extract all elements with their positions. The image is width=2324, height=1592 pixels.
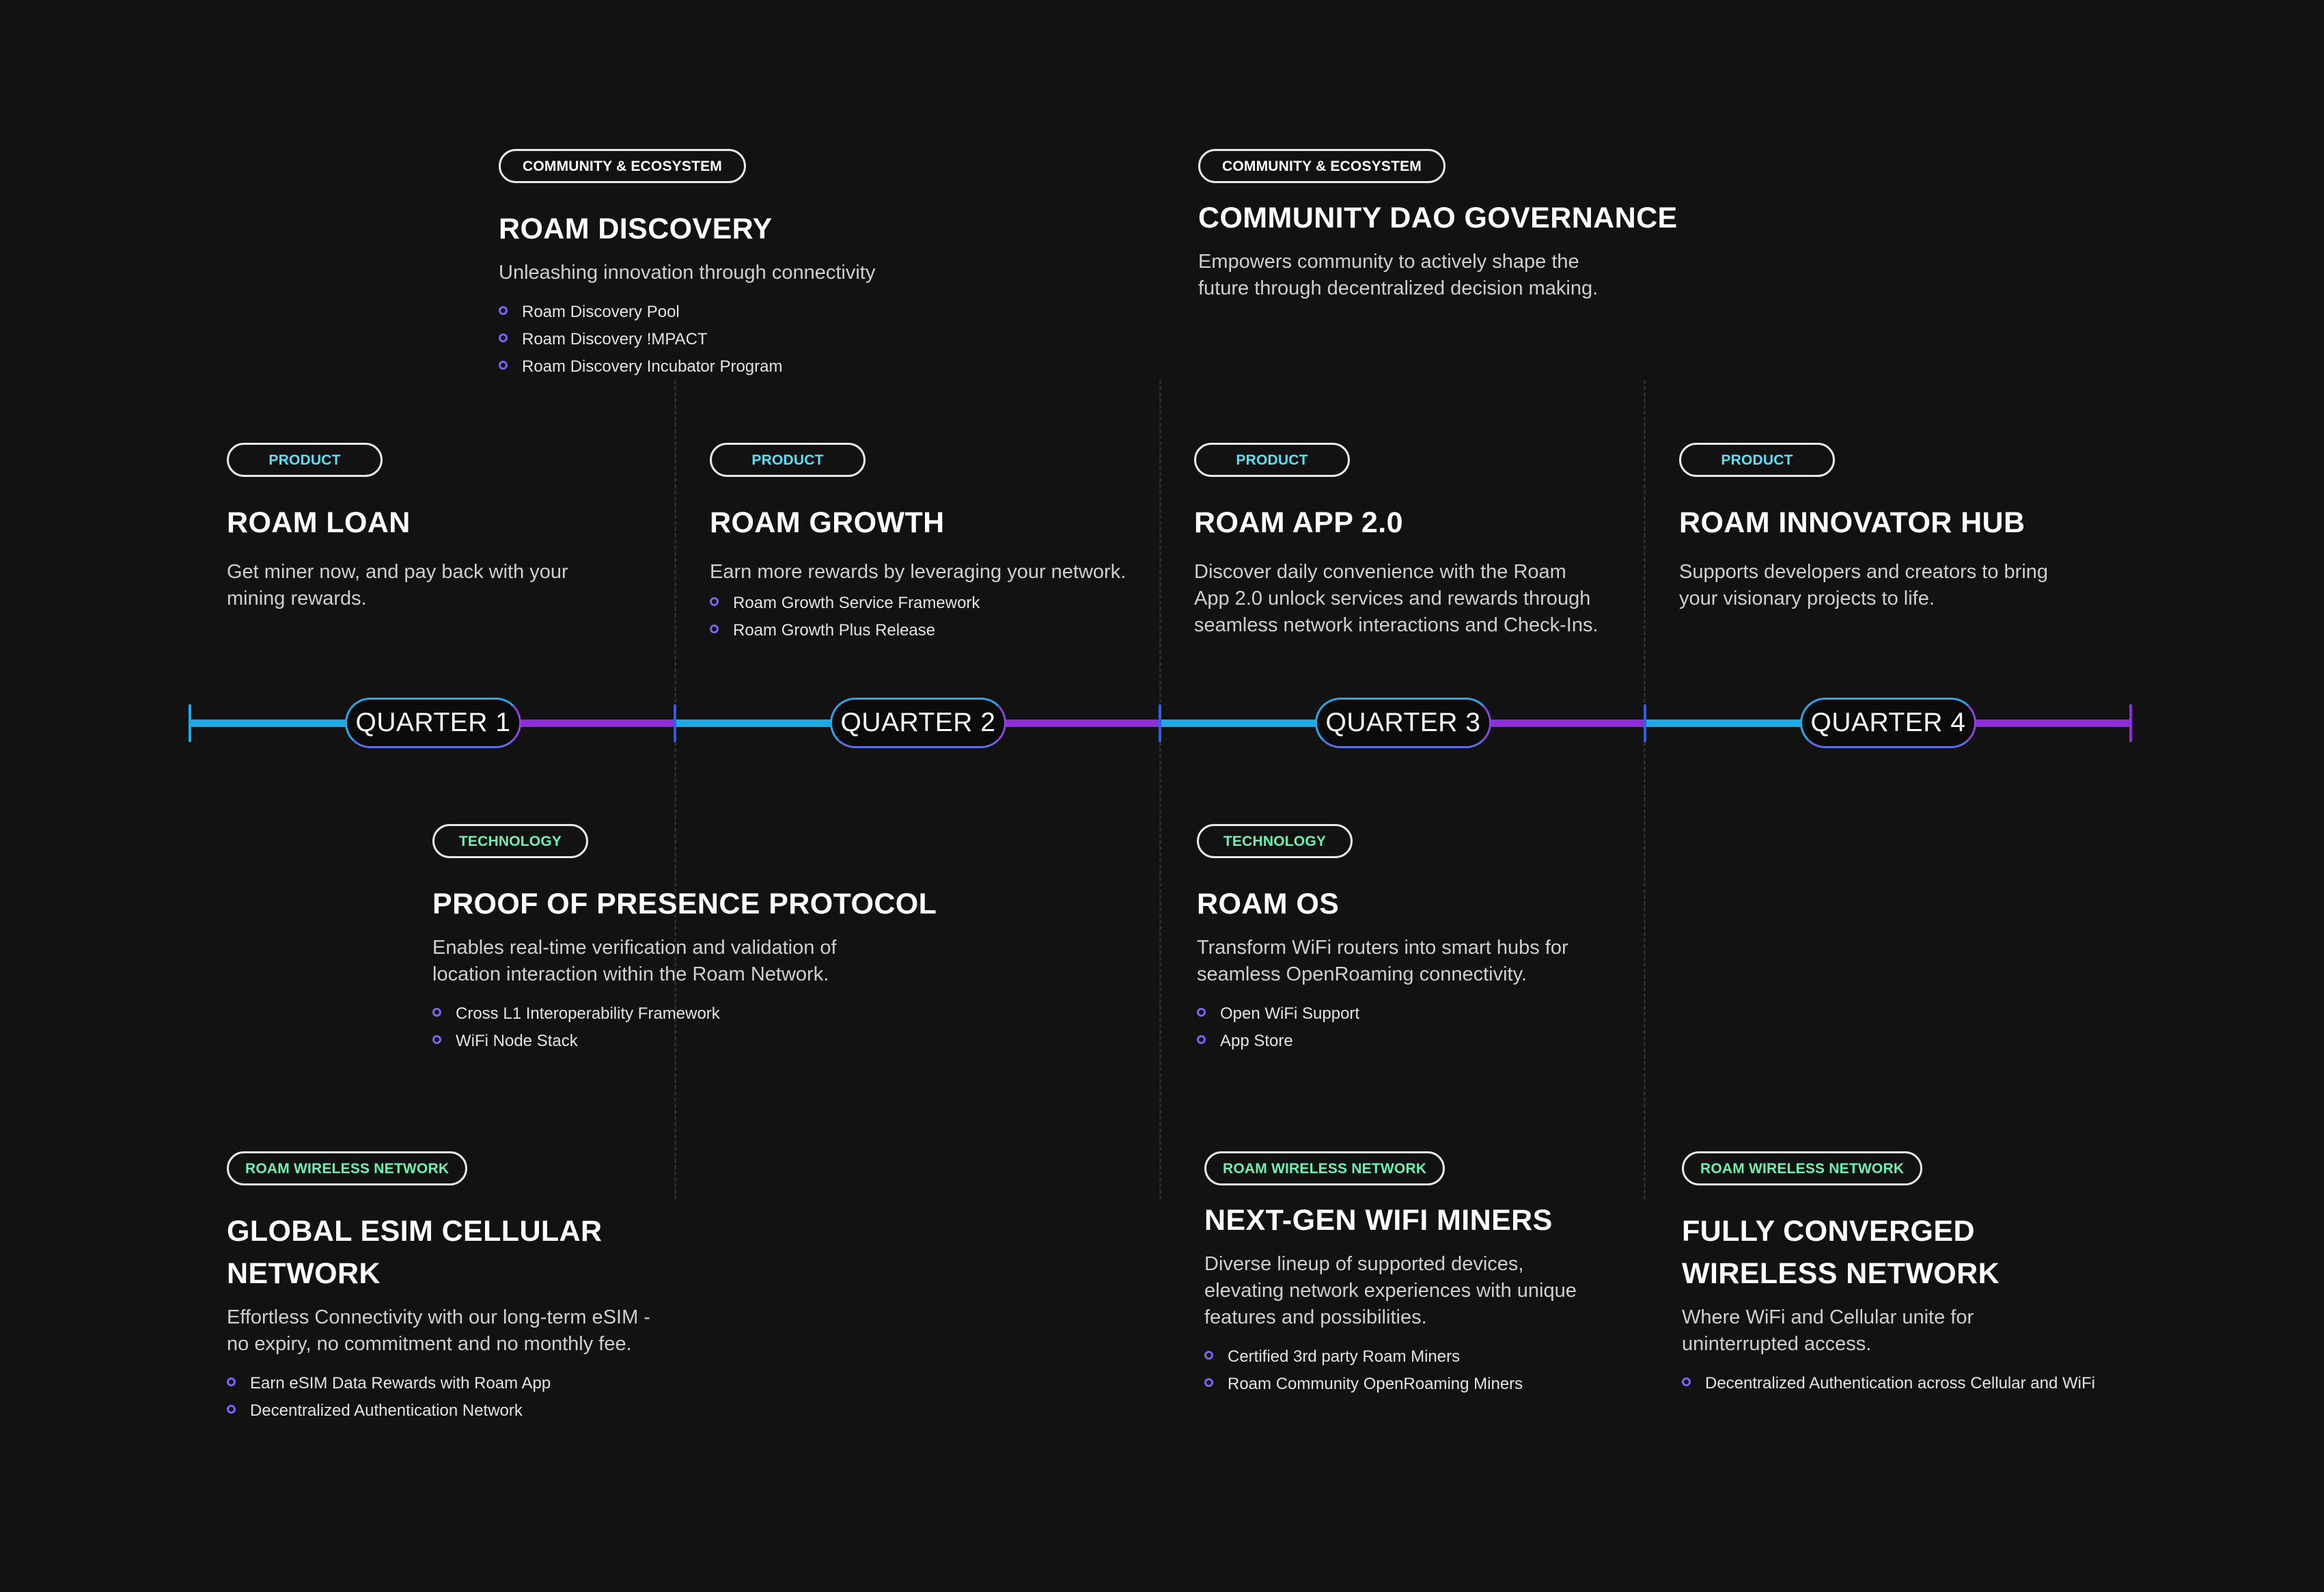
card-nextgen-wifi-miners (1204, 1151, 1669, 1398)
feature-list (1197, 1000, 1661, 1055)
card-roam-os (1197, 824, 1661, 1055)
list-item: Earn eSIM Data Rewards with Roam App (227, 1370, 678, 1397)
list-item: Roam Discovery !MPACT (499, 326, 963, 353)
axis-tick (2129, 704, 2132, 742)
card-description: Discover daily convenience with the Roam App 2.0 unlock services and rewards through seamless network interactions and Check-Ins. (1194, 561, 1599, 636)
category-tag: PRODUCT (1194, 443, 1350, 477)
list-item: WiFi Node Stack (432, 1028, 952, 1055)
card-fully-converged (1682, 1151, 2174, 1397)
card-title: ROAM OS (1197, 888, 1340, 920)
list-item: App Store (1197, 1028, 1661, 1055)
card-roam-growth (710, 443, 1174, 644)
quarter-1-marker: QUARTER 1 (345, 698, 521, 748)
list-item: Roam Growth Service Framework (710, 590, 1174, 617)
axis-tick (1159, 704, 1161, 742)
card-description: Earn more rewards by leveraging your network. (710, 561, 1126, 583)
card-description: Enables real-time verification and validation of location interaction within the Roam Network. (432, 937, 837, 985)
feature-list (1682, 1370, 2174, 1397)
card-title: ROAM LOAN (227, 506, 411, 539)
category-tag: TECHNOLOGY (1197, 824, 1353, 858)
card-title: GLOBAL ESIM CELLULAR NETWORK (227, 1215, 603, 1290)
list-item: Decentralized Authentication Network (227, 1397, 678, 1425)
category-tag: TECHNOLOGY (432, 824, 588, 858)
card-description: Effortless Connectivity with our long-term eSIM - no expiry, no commitment and no monthly fee. (227, 1306, 650, 1355)
quarter-3-marker: QUARTER 3 (1315, 698, 1491, 748)
category-tag: PRODUCT (1679, 443, 1835, 477)
card-title: ROAM APP 2.0 (1194, 506, 1403, 539)
card-title: ROAM DISCOVERY (499, 212, 773, 245)
feature-list (432, 1000, 952, 1055)
card-proof-of-presence (432, 824, 952, 1055)
list-item: Roam Community OpenRoaming Miners (1204, 1371, 1669, 1398)
quarter-4-marker: QUARTER 4 (1800, 698, 1976, 748)
axis-tick (1644, 704, 1646, 742)
axis-tick (189, 704, 191, 742)
card-roam-app (1194, 443, 1659, 639)
feature-list (1204, 1343, 1669, 1398)
category-tag: COMMUNITY & ECOSYSTEM (1198, 149, 1445, 183)
list-item: Certified 3rd party Roam Miners (1204, 1343, 1669, 1371)
card-title: ROAM INNOVATOR HUB (1679, 506, 2025, 539)
category-tag: PRODUCT (710, 443, 866, 477)
card-description: Transform WiFi routers into smart hubs for seamless OpenRoaming connectivity. (1197, 937, 1568, 985)
list-item: Roam Growth Plus Release (710, 617, 1174, 644)
card-description: Empowers community to actively shape the future through decentralized decision making. (1198, 251, 1599, 299)
card-title: NEXT-GEN WIFI MINERS (1204, 1204, 1553, 1237)
card-global-esim (227, 1151, 678, 1425)
category-tag: COMMUNITY & ECOSYSTEM (499, 149, 746, 183)
quarter-2-marker: QUARTER 2 (830, 698, 1006, 748)
card-description: Where WiFi and Cellular unite for uninterrupted access. (1682, 1306, 1974, 1355)
list-item: Open WiFi Support (1197, 1000, 1661, 1028)
card-description: Unleashing innovation through connectivity (499, 262, 876, 284)
category-tag: ROAM WIRELESS NETWORK (1204, 1151, 1445, 1185)
card-roam-loan (227, 443, 691, 612)
card-title: COMMUNITY DAO GOVERNANCE (1198, 202, 1678, 234)
category-tag: ROAM WIRELESS NETWORK (1682, 1151, 1922, 1185)
card-description: Get miner now, and pay back with your mining rewards. (227, 561, 568, 609)
category-tag: PRODUCT (227, 443, 383, 477)
category-tag: ROAM WIRELESS NETWORK (227, 1151, 467, 1185)
card-description: Supports developers and creators to bring your visionary projects to life. (1679, 561, 2049, 609)
feature-list (499, 299, 963, 381)
list-item: Cross L1 Interoperability Framework (432, 1000, 952, 1028)
card-title: ROAM GROWTH (710, 506, 945, 539)
card-description: Diverse lineup of supported devices, elevating network experiences with unique features and possibilities. (1204, 1253, 1577, 1328)
axis-tick (674, 704, 676, 742)
list-item: Roam Discovery Pool (499, 299, 963, 326)
card-roam-innovator-hub (1679, 443, 2144, 612)
card-community-dao-governance (1198, 149, 1717, 302)
list-item: Roam Discovery Incubator Program (499, 353, 963, 381)
card-title: PROOF OF PRESENCE PROTOCOL (432, 888, 937, 920)
feature-list (710, 590, 1174, 644)
card-title: FULLY CONVERGED WIRELESS NETWORK (1682, 1215, 2000, 1290)
list-item: Decentralized Authentication across Cellular and WiFi (1682, 1370, 2174, 1397)
feature-list (227, 1370, 678, 1425)
card-roam-discovery (499, 149, 963, 381)
